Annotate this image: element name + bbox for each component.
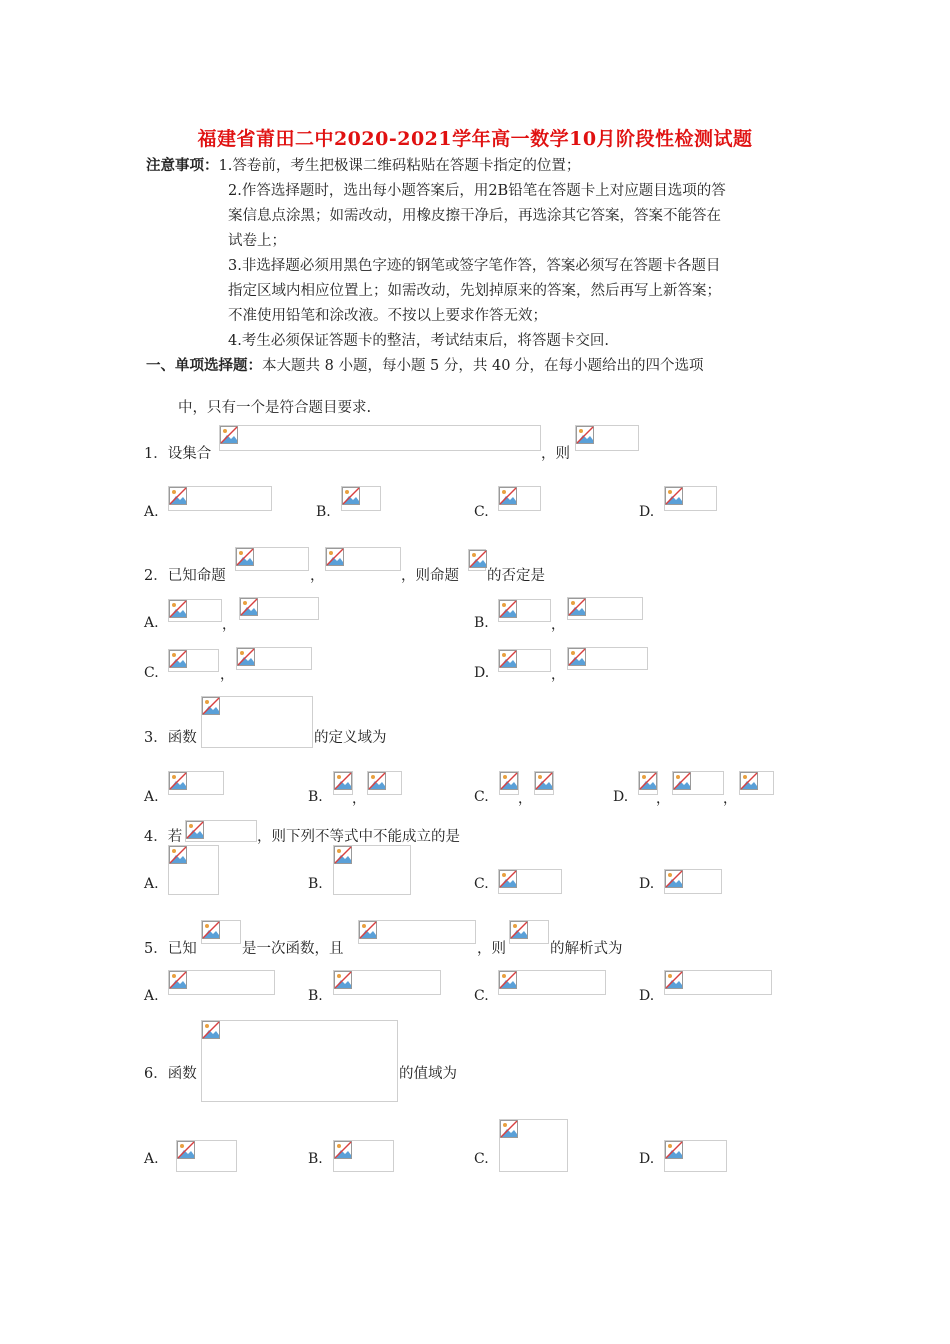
broken-image-icon <box>240 598 258 616</box>
option-c-label: C. <box>474 876 489 892</box>
section-instructions: 中，只有一个是符合题目要求. <box>178 400 372 416</box>
note-text: 4.考生必须保证答题卡的整洁，考试结束后，将答题卡交回. <box>228 333 609 349</box>
formula-image <box>333 845 411 895</box>
broken-image-icon <box>510 921 528 939</box>
broken-image-icon <box>500 1120 518 1138</box>
broken-image-icon <box>535 772 553 790</box>
question-text: ，则命题 <box>401 568 459 584</box>
note-text: 案信息点涂黑；如需改动，用橡皮擦干净后，再选涂其它答案，答案不能答在 <box>228 208 721 224</box>
broken-image-icon <box>334 1141 352 1159</box>
broken-image-icon <box>236 548 254 566</box>
formula-image <box>498 486 541 511</box>
option-d-label: D. <box>639 504 655 520</box>
question-text: 是一次函数，且 <box>242 941 344 957</box>
note-text: 试卷上； <box>228 233 286 249</box>
page-title: 福建省莆田二中2020-2021学年高一数学10月阶段性检测试题 <box>197 128 753 150</box>
option-a-label: A. <box>144 988 159 1004</box>
option-a-label: A. <box>144 504 159 520</box>
broken-image-icon <box>169 487 187 505</box>
comma: ， <box>220 667 234 683</box>
formula-image <box>168 970 275 995</box>
broken-image-icon <box>469 550 487 568</box>
broken-image-icon <box>500 772 518 790</box>
formula-image <box>739 771 774 795</box>
formula-image <box>201 920 241 944</box>
question-2-stem: 2．已知命题 <box>144 568 226 584</box>
formula-image <box>664 869 722 894</box>
formula-image <box>499 771 519 795</box>
option-c-label: C. <box>144 665 159 681</box>
broken-image-icon <box>665 870 683 888</box>
option-d-label: D. <box>639 876 655 892</box>
broken-image-icon <box>673 772 691 790</box>
broken-image-icon <box>202 697 220 715</box>
broken-image-icon <box>169 846 187 864</box>
option-a-label: A. <box>144 1151 159 1167</box>
broken-image-icon <box>740 772 758 790</box>
note-text: 不准使用铅笔和涂改液。不按以上要求作答无效； <box>228 308 547 324</box>
broken-image-icon <box>665 487 683 505</box>
note-text: 2.作答选择题时，选出每小题答案后，用2B铅笔在答题卡上对应题目选项的答 <box>228 183 726 199</box>
section-heading: 一、单项选择题： <box>146 357 262 374</box>
formula-image <box>168 771 224 795</box>
option-b-label: B. <box>308 789 323 805</box>
formula-image <box>325 547 401 571</box>
option-c-label: C. <box>474 789 489 805</box>
formula-image <box>201 696 313 748</box>
formula-image <box>236 647 312 670</box>
formula-image <box>333 1140 394 1172</box>
formula-image <box>176 1140 237 1172</box>
formula-image <box>185 820 257 842</box>
broken-image-icon <box>202 921 220 939</box>
formula-image <box>664 1140 727 1172</box>
formula-image <box>468 549 486 571</box>
formula-image <box>509 920 549 944</box>
broken-image-icon <box>326 548 344 566</box>
broken-image-icon <box>169 650 187 668</box>
formula-image <box>638 771 658 795</box>
comma: ， <box>723 791 737 807</box>
note-text: 1.答卷前，考生把极课二维码粘贴在答题卡指定的位置； <box>218 158 581 174</box>
formula-image <box>168 649 219 672</box>
broken-image-icon <box>639 772 657 790</box>
notes-heading: 注意事项： <box>146 157 219 174</box>
formula-image <box>201 1020 398 1102</box>
broken-image-icon <box>169 772 187 790</box>
formula-image <box>235 547 309 571</box>
formula-image <box>498 599 551 622</box>
option-c-label: C. <box>474 988 489 1004</box>
option-b-label: B. <box>316 504 331 520</box>
broken-image-icon <box>568 598 586 616</box>
broken-image-icon <box>220 426 238 444</box>
question-3-stem: 3．函数 <box>144 730 197 746</box>
formula-image <box>168 845 219 895</box>
question-text: ， <box>310 568 325 584</box>
broken-image-icon <box>334 971 352 989</box>
comma: ， <box>551 667 565 683</box>
comma: ， <box>518 791 532 807</box>
broken-image-icon <box>202 1021 220 1039</box>
formula-image <box>567 647 648 670</box>
broken-image-icon <box>499 650 517 668</box>
formula-image <box>498 970 606 995</box>
broken-image-icon <box>177 1141 195 1159</box>
formula-image <box>499 1119 568 1172</box>
formula-image <box>333 970 441 995</box>
option-b-label: B. <box>308 876 323 892</box>
formula-image <box>333 771 353 795</box>
broken-image-icon <box>334 846 352 864</box>
option-d-label: D. <box>639 988 655 1004</box>
formula-image <box>672 771 724 795</box>
broken-image-icon <box>499 971 517 989</box>
broken-image-icon <box>186 821 204 839</box>
option-b-label: B. <box>474 615 489 631</box>
formula-image <box>341 486 381 511</box>
option-d-label: D. <box>613 789 629 805</box>
broken-image-icon <box>499 487 517 505</box>
broken-image-icon <box>359 921 377 939</box>
question-text: 的否定是 <box>487 568 545 584</box>
comma: ， <box>656 791 670 807</box>
question-text: ，则 <box>541 446 570 462</box>
question-text: 的定义域为 <box>314 730 387 746</box>
formula-image <box>168 486 272 511</box>
option-a-label: A. <box>144 615 159 631</box>
option-c-label: C. <box>474 1151 489 1167</box>
formula-image <box>239 597 319 620</box>
formula-image <box>575 425 639 451</box>
option-c-label: C. <box>474 504 489 520</box>
notes-line-1 <box>146 154 580 175</box>
comma: ， <box>352 791 366 807</box>
question-text: 的值域为 <box>399 1066 457 1082</box>
broken-image-icon <box>665 971 683 989</box>
option-d-label: D. <box>474 665 490 681</box>
section-heading-line <box>146 354 704 375</box>
option-a-label: A. <box>144 789 159 805</box>
broken-image-icon <box>368 772 386 790</box>
formula-image <box>534 771 554 795</box>
broken-image-icon <box>334 772 352 790</box>
broken-image-icon <box>169 600 187 618</box>
broken-image-icon <box>499 870 517 888</box>
option-b-label: B. <box>308 1151 323 1167</box>
comma: ， <box>222 617 236 633</box>
broken-image-icon <box>665 1141 683 1159</box>
broken-image-icon <box>342 487 360 505</box>
broken-image-icon <box>568 648 586 666</box>
formula-image <box>367 771 402 795</box>
formula-image <box>358 920 476 944</box>
formula-image <box>498 869 562 894</box>
formula-image <box>664 486 717 511</box>
question-text: ，则 <box>477 941 506 957</box>
formula-image <box>567 597 643 620</box>
option-b-label: B. <box>308 988 323 1004</box>
question-1-stem: 1．设集合 <box>144 446 212 462</box>
broken-image-icon <box>499 600 517 618</box>
note-text: 指定区域内相应位置上；如需改动，先划掉原来的答案，然后再写上新答案； <box>228 283 721 299</box>
question-4-stem: 4．若 <box>144 829 183 845</box>
broken-image-icon <box>169 971 187 989</box>
option-d-label: D. <box>639 1151 655 1167</box>
formula-image <box>168 599 222 622</box>
question-5-stem: 5．已知 <box>144 941 197 957</box>
formula-image <box>498 649 551 672</box>
formula-image <box>219 425 541 451</box>
note-text: 3.非选择题必须用黑色字迹的钢笔或签字笔作答，答案必须写在答题卡各题目 <box>228 258 721 274</box>
option-a-label: A. <box>144 876 159 892</box>
broken-image-icon <box>237 648 255 666</box>
question-text: 的解析式为 <box>550 941 623 957</box>
question-6-stem: 6．函数 <box>144 1066 197 1082</box>
section-instructions: 本大题共 8 小题，每小题 5 分，共 40 分，在每小题给出的四个选项 <box>262 358 704 374</box>
formula-image <box>664 970 772 995</box>
broken-image-icon <box>576 426 594 444</box>
comma: ， <box>551 617 565 633</box>
question-text: ，则下列不等式中不能成立的是 <box>257 829 460 845</box>
